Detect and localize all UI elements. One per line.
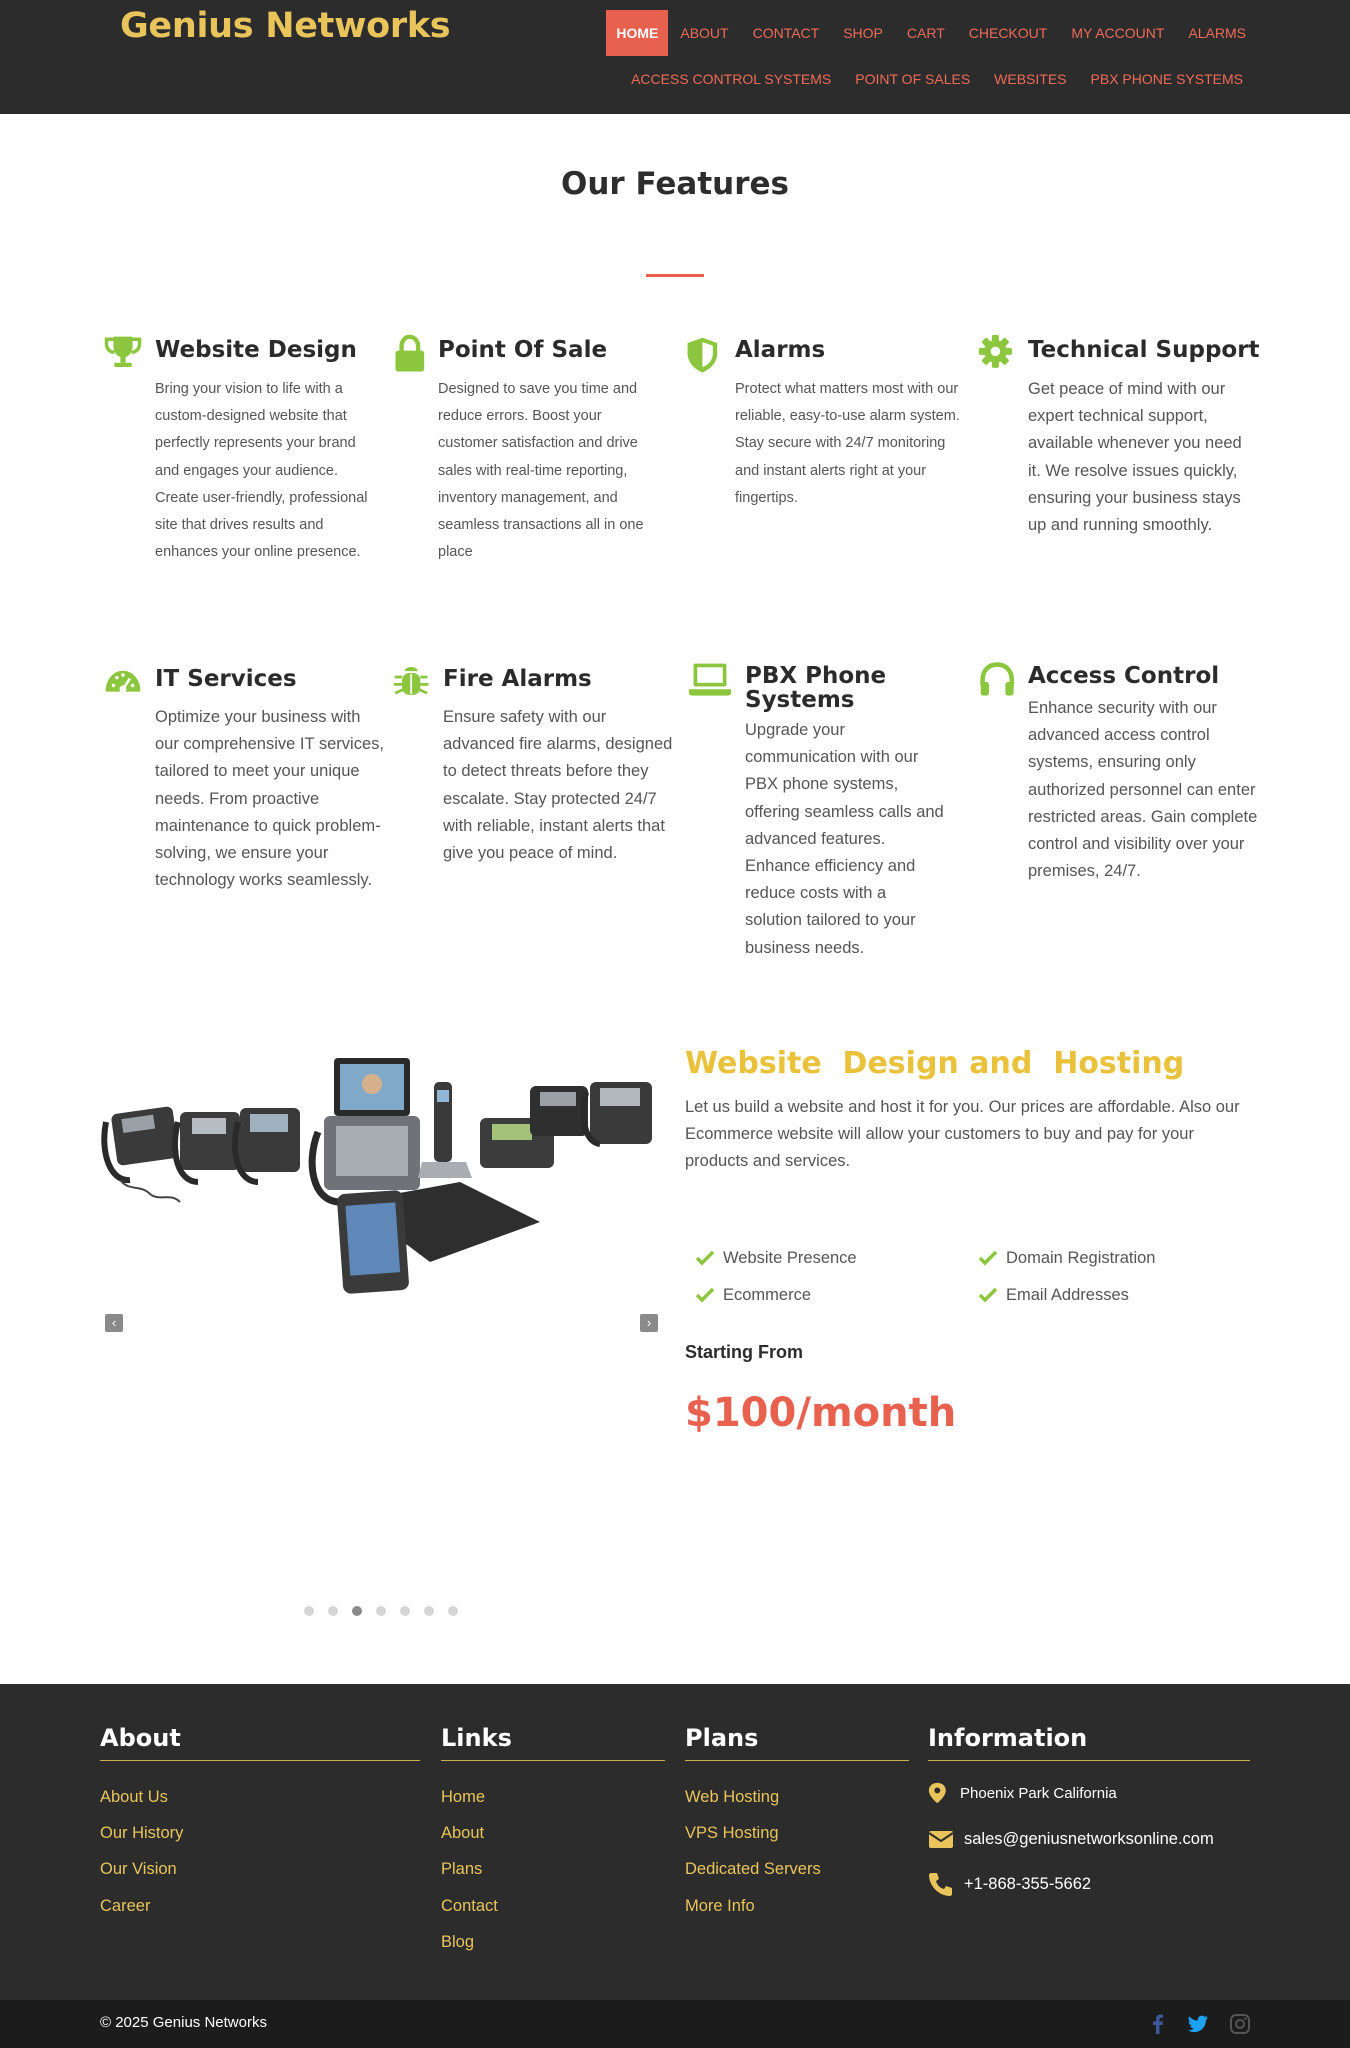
nav-cart[interactable]: CART bbox=[906, 25, 945, 41]
nav-alarms[interactable]: ALARMS bbox=[1188, 25, 1246, 41]
footer-link-career[interactable]: Career bbox=[100, 1896, 151, 1915]
footer-information bbox=[928, 1724, 1250, 1761]
info-address bbox=[928, 1780, 1117, 1806]
phone-left-1 bbox=[104, 1106, 180, 1202]
check-item bbox=[978, 1248, 1155, 1268]
info-email[interactable] bbox=[928, 1826, 1214, 1852]
footer-link-plans[interactable]: Plans bbox=[441, 1860, 483, 1879]
check-icon bbox=[978, 1285, 998, 1305]
phone-right-3 bbox=[584, 1082, 652, 1144]
phone-icon bbox=[928, 1871, 954, 1897]
feature-title: Website Design bbox=[155, 337, 357, 363]
trophy-icon bbox=[100, 334, 146, 374]
nav-my-account[interactable]: MY ACCOUNT bbox=[1071, 25, 1165, 41]
nav-about[interactable]: ABOUT bbox=[680, 25, 729, 41]
nav-point-of-sales[interactable]: POINT OF SALES bbox=[855, 71, 971, 87]
carousel-dot[interactable] bbox=[400, 1606, 410, 1616]
copyright: © 2025 Genius Networks bbox=[100, 2014, 267, 2031]
phone-left-2 bbox=[175, 1112, 240, 1182]
nav-access-control-systems[interactable]: ACCESS CONTROL SYSTEMS bbox=[631, 71, 832, 87]
feature-point-of-sale bbox=[392, 334, 672, 584]
site-header bbox=[0, 0, 1350, 114]
footer-heading: Links bbox=[441, 1724, 665, 1761]
headphones-icon bbox=[978, 660, 1020, 702]
promo-title: Website Design and Hosting bbox=[685, 1046, 1185, 1081]
carousel-image bbox=[100, 1052, 660, 1312]
footer-about bbox=[100, 1724, 420, 1924]
check-icon bbox=[695, 1285, 715, 1305]
nav-pbx-phone-systems[interactable]: PBX PHONE SYSTEMS bbox=[1090, 71, 1243, 87]
bottom-bar bbox=[0, 2000, 1350, 2048]
footer-link-our-history[interactable]: Our History bbox=[100, 1824, 184, 1843]
feature-title: Point Of Sale bbox=[438, 337, 608, 363]
footer-plans bbox=[685, 1724, 909, 1924]
feature-text: Ensure safety with our advanced fire alarms, designed to detect threats before they escalate. Stay protected 24/7 with reliable, instant alerts that give you peace of mind. bbox=[443, 708, 673, 863]
feature-it-services bbox=[100, 662, 384, 922]
nav-websites[interactable]: WEBSITES bbox=[994, 71, 1067, 87]
feature-title: Fire Alarms bbox=[443, 666, 592, 692]
title-divider bbox=[646, 274, 704, 277]
carousel-dot[interactable] bbox=[424, 1606, 434, 1616]
laptop-icon bbox=[685, 660, 735, 702]
footer-link-web-hosting[interactable]: Web Hosting bbox=[685, 1788, 780, 1806]
address-text: Phoenix Park California bbox=[960, 1784, 1117, 1802]
feature-text: Get peace of mind with our expert technical support, available whenever you need it. We resolve issues quickly, ensuring your business stays up and running smoothly. bbox=[1028, 380, 1242, 535]
email-text[interactable]: sales@geniusnetworksonline.com bbox=[964, 1829, 1214, 1848]
carousel-dot[interactable] bbox=[448, 1606, 458, 1616]
footer-heading: Information bbox=[928, 1724, 1250, 1761]
feature-title: Technical Support bbox=[1028, 337, 1260, 363]
feature-title: PBX Phone Systems bbox=[745, 663, 887, 713]
feature-technical-support bbox=[978, 334, 1258, 584]
nav-shop[interactable]: SHOP bbox=[843, 25, 883, 41]
bug-icon bbox=[392, 662, 434, 704]
footer-link-about[interactable]: About bbox=[441, 1824, 485, 1843]
feature-website-design bbox=[100, 334, 380, 634]
check-item bbox=[695, 1248, 857, 1268]
footer-link-about-us[interactable]: About Us bbox=[100, 1788, 168, 1806]
carousel-dot-active[interactable] bbox=[352, 1606, 362, 1616]
carousel-dot[interactable] bbox=[328, 1606, 338, 1616]
promo-description: Let us build a website and host it for you. Our prices are affordable. Also our Ecommerce website will allow your customers to buy and pay for your products and services. bbox=[685, 1098, 1240, 1171]
map-marker-icon bbox=[928, 1780, 950, 1806]
gear-icon bbox=[978, 334, 1018, 374]
footer-link-dedicated-servers[interactable]: Dedicated Servers bbox=[685, 1860, 821, 1879]
phone-cordless bbox=[418, 1082, 472, 1178]
brand-logo[interactable]: Genius Networks bbox=[120, 6, 451, 46]
carousel-dot[interactable] bbox=[376, 1606, 386, 1616]
feature-access-control bbox=[978, 660, 1258, 930]
secondary-nav bbox=[619, 68, 1255, 90]
footer-link-our-vision[interactable]: Our Vision bbox=[100, 1860, 177, 1879]
lock-icon bbox=[392, 334, 432, 376]
footer-heading: Plans bbox=[685, 1724, 909, 1761]
feature-text: Enhance security with our advanced access control systems, ensuring only authorized personnel can enter restricted areas. Gain complete control and visibility over your premises, 24/7. bbox=[1028, 699, 1258, 881]
phone-left-3 bbox=[235, 1108, 300, 1182]
feature-alarms bbox=[685, 334, 965, 534]
feature-fire-alarms bbox=[392, 662, 672, 892]
check-item bbox=[978, 1285, 1129, 1305]
starting-from-label: Starting From bbox=[685, 1342, 804, 1362]
carousel-dot[interactable] bbox=[304, 1606, 314, 1616]
main-nav bbox=[606, 10, 1258, 56]
check-label: Website Presence bbox=[723, 1248, 857, 1267]
feature-text: Optimize your business with our comprehensive IT services, tailored to meet your unique needs. From proactive maintenance to quick problem-solving, we ensure your technology works seamlessly. bbox=[155, 708, 384, 890]
envelope-icon bbox=[928, 1826, 954, 1852]
dashboard-icon bbox=[100, 662, 146, 702]
feature-text: Protect what matters most with our reliable, easy-to-use alarm system. Stay secure with 24/7 monitoring and instant alerts right at your fingertips. bbox=[735, 381, 960, 506]
phone-conference bbox=[337, 1182, 540, 1294]
carousel-dots bbox=[304, 1606, 472, 1616]
feature-pbx-phone-systems bbox=[685, 660, 965, 970]
features-title: Our Features bbox=[560, 166, 790, 202]
footer-link-contact[interactable]: Contact bbox=[441, 1896, 498, 1915]
facebook-icon[interactable] bbox=[1146, 2012, 1170, 2036]
twitter-icon[interactable] bbox=[1186, 2012, 1210, 2036]
footer-link-vps-hosting[interactable]: VPS Hosting bbox=[685, 1824, 779, 1843]
check-label: Email Addresses bbox=[1006, 1285, 1129, 1304]
carousel-prev-button[interactable]: ‹ bbox=[105, 1314, 123, 1332]
check-icon bbox=[695, 1248, 715, 1268]
footer-heading: About bbox=[100, 1724, 420, 1761]
feature-text: Designed to save you time and reduce errors. Boost your customer satisfaction and drive sales with real-time reporting, inventory management, and seamless transactions all in one place bbox=[438, 381, 644, 561]
feature-title: IT Services bbox=[155, 666, 297, 692]
check-icon bbox=[978, 1248, 998, 1268]
check-label: Domain Registration bbox=[1006, 1248, 1156, 1267]
nav-contact[interactable]: CONTACT bbox=[752, 25, 820, 41]
phone-right-2 bbox=[530, 1086, 588, 1136]
phone-text[interactable]: +1-868-355-5662 bbox=[964, 1874, 1092, 1893]
feature-title: Alarms bbox=[735, 337, 826, 363]
footer-link-more-info[interactable]: More Info bbox=[685, 1896, 755, 1915]
price: $100/month bbox=[685, 1390, 957, 1436]
footer-link-home[interactable]: Home bbox=[441, 1788, 486, 1806]
footer-link-blog[interactable]: Blog bbox=[441, 1932, 475, 1951]
nav-home[interactable]: HOME bbox=[606, 10, 668, 56]
check-label: Ecommerce bbox=[723, 1285, 812, 1304]
nav-checkout[interactable]: CHECKOUT bbox=[968, 25, 1048, 41]
instagram-icon[interactable] bbox=[1228, 2012, 1252, 2036]
carousel-next-button[interactable]: › bbox=[640, 1314, 658, 1332]
feature-text: Upgrade your communication with our PBX phone systems, offering seamless calls and advanced features. Enhance efficiency and reduce costs with a solution tailored to your business needs. bbox=[745, 721, 944, 957]
info-phone[interactable] bbox=[928, 1871, 1091, 1897]
feature-text: Bring your vision to life with a custom-designed website that perfectly represents your brand and engages your audience. Create user-friendly, professional site that drives results and enhances your online presence. bbox=[155, 381, 368, 561]
phone-video bbox=[312, 1058, 420, 1202]
shield-icon bbox=[685, 334, 725, 378]
footer-links bbox=[441, 1724, 665, 1960]
check-item bbox=[695, 1285, 811, 1305]
feature-title: Access Control bbox=[1028, 663, 1220, 689]
